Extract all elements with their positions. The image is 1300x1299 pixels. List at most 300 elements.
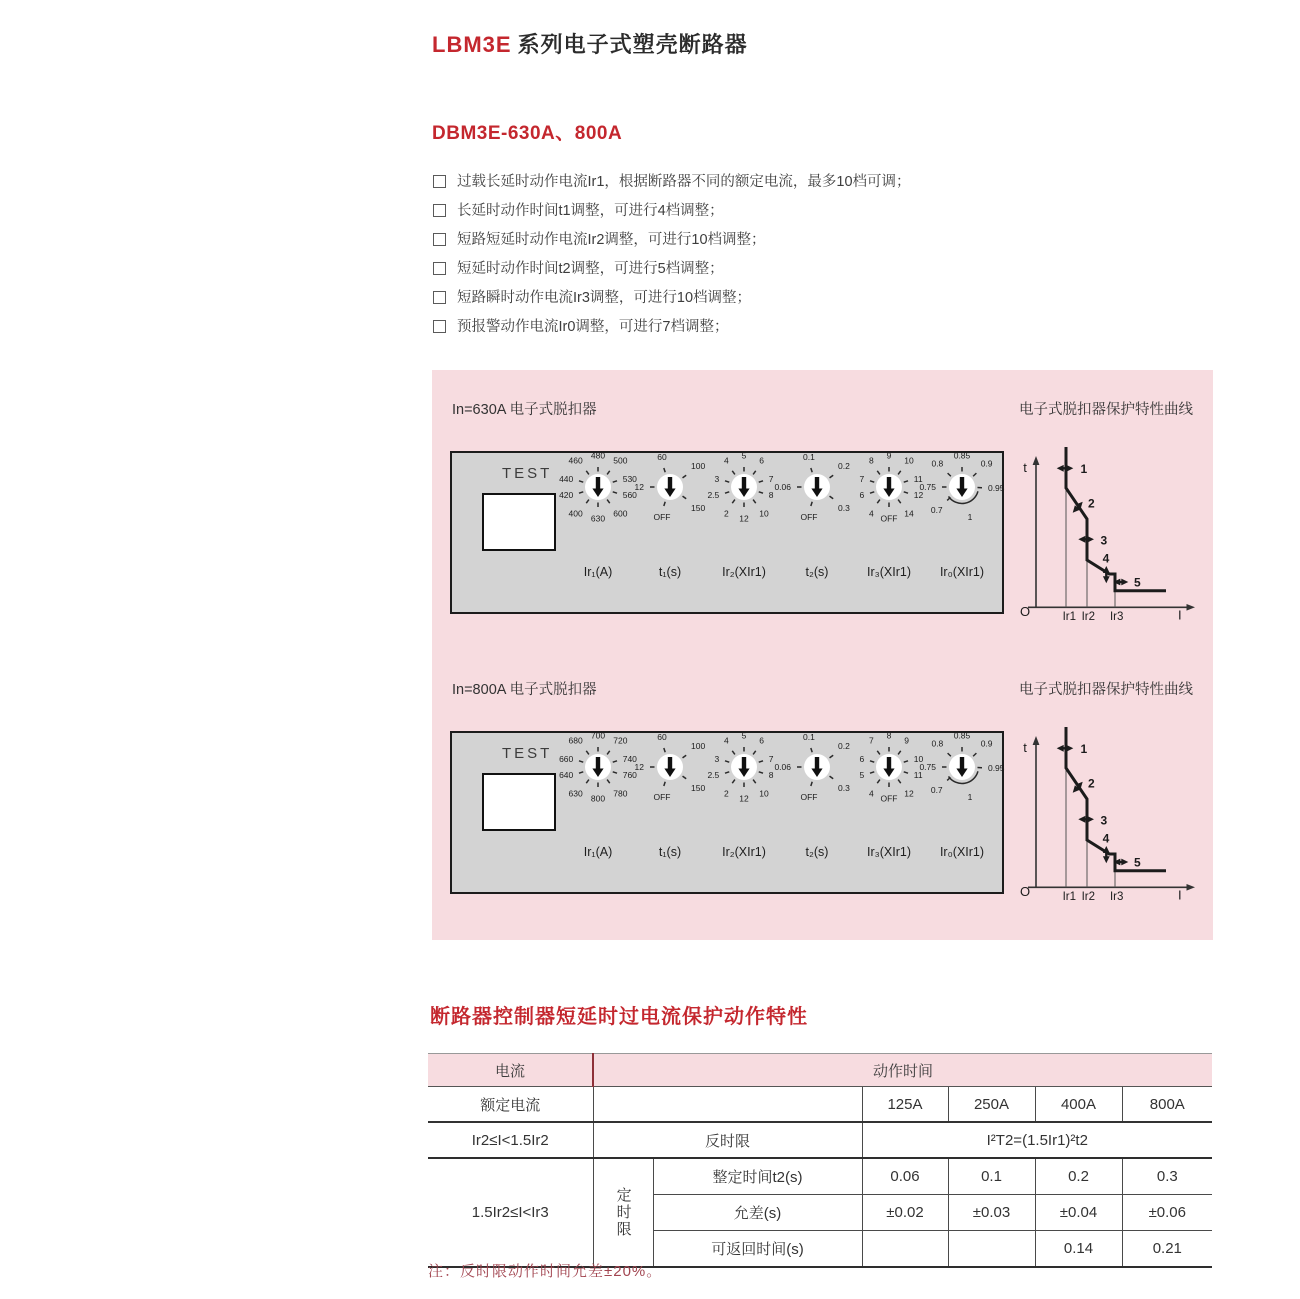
dial-svg (704, 451, 784, 527)
dial-value-label: 0.3 (838, 782, 850, 793)
dial-tick (579, 492, 583, 493)
rotary-dial (630, 451, 710, 527)
dial-tick (664, 468, 665, 472)
value-cell: ±0.06 (1122, 1195, 1212, 1231)
dial-value-label: 560 (622, 490, 637, 501)
dial-svg (919, 730, 1005, 807)
rotary-dial (630, 731, 710, 807)
dial-value-label: 780 (613, 788, 628, 799)
dial-value-label: 7 (768, 753, 774, 764)
dial-value-label: 630 (568, 788, 583, 799)
curve-marker-label: 2 (1088, 776, 1095, 791)
dial-tick (759, 481, 763, 482)
dial-value-label: 5 (859, 770, 865, 781)
dial-value-label: 6 (759, 735, 765, 746)
dial-value-label: 0.2 (838, 741, 850, 752)
rotary-dial (704, 731, 784, 807)
dial-tick (811, 468, 812, 472)
curve-marker-label: 1 (1080, 742, 1088, 756)
dial-label: t₂(s) (805, 845, 829, 859)
rated-value: 125A (862, 1087, 948, 1123)
unit-name: In=630A 电子式脱扣器 (452, 402, 597, 418)
dial-value-label: 4 (868, 788, 874, 799)
dial-value-label: 0.85 (953, 450, 971, 461)
rotary-dial (849, 731, 929, 807)
dial-tick (613, 492, 617, 493)
dial-value-label: OFF (800, 512, 818, 523)
value-cell (948, 1231, 1035, 1268)
dial-value-label: 12 (904, 788, 914, 799)
rotary-dial (558, 731, 638, 807)
dial-value-label: 2 (723, 788, 729, 799)
dial-value-label: 0.9 (980, 458, 993, 469)
dial-label: Ir₀(XIr1) (939, 565, 985, 579)
dial-tick (898, 751, 901, 755)
dial-tick (683, 755, 687, 758)
dial-tick (683, 475, 687, 478)
header-current: 电流 (428, 1054, 593, 1087)
dial-tick (811, 782, 812, 786)
dial-value-label: 5 (741, 450, 747, 461)
dial-value-label: 0.7 (930, 784, 943, 795)
curve-marker-label: 1 (1080, 462, 1088, 476)
mode-label: 反时限 (593, 1122, 862, 1158)
dial-value-label: 8 (768, 490, 774, 501)
current-range: Ir2≤I<1.5Ir2 (428, 1122, 593, 1158)
dial-tick (579, 772, 583, 773)
dial-value-label: 11 (913, 473, 923, 484)
rated-value: 250A (948, 1087, 1035, 1123)
table-header-row (428, 1054, 1212, 1087)
dial-tick (613, 481, 617, 482)
dial-tick (759, 772, 763, 773)
dial-value-label: 5 (741, 730, 747, 741)
rated-value: 800A (1122, 1087, 1212, 1123)
dial-tick (586, 780, 589, 784)
value-cell: 0.1 (948, 1158, 1035, 1195)
dial-value-label: 0.75 (919, 482, 936, 492)
dial-tick (877, 471, 880, 475)
pink-illustration-panel (432, 370, 1213, 940)
dial-value-label: 6 (759, 455, 765, 466)
dial-tick (586, 500, 589, 504)
dial-value-label: OFF (653, 512, 671, 523)
value-cell: 0.14 (1035, 1231, 1122, 1268)
y-axis-label: t (1023, 740, 1027, 755)
dial-value-label: 0.3 (838, 502, 850, 513)
dial-value-label: 600 (613, 508, 628, 519)
dial-tick (613, 772, 617, 773)
x-axis-arrow-icon (1187, 604, 1196, 611)
value-cell: 0.2 (1035, 1158, 1122, 1195)
dial-svg (704, 731, 784, 807)
dial-value-label: 10 (759, 788, 769, 799)
table-row (428, 1158, 1212, 1195)
trip-unit-630a (432, 398, 1213, 678)
dial-value-label: 3 (714, 753, 720, 764)
dial-value-label: 7 (768, 473, 774, 484)
rotary-dial (919, 450, 1005, 527)
value-cell: 0.06 (862, 1158, 948, 1195)
dial-value-label: 9 (904, 735, 910, 746)
list-item (433, 173, 911, 192)
dial-tick (725, 761, 729, 762)
dial-tick (607, 751, 610, 755)
arrowhead-icon (1087, 816, 1094, 823)
dial-value-label: 8 (768, 770, 774, 781)
dial-tick (973, 753, 976, 756)
dial-label: Ir₃(XIr1) (867, 565, 911, 579)
dial-tick (732, 500, 735, 504)
curve-marker-label: 4 (1102, 831, 1110, 846)
sub-row-label: 整定时间t2(s) (653, 1158, 862, 1195)
feature-text: 短路瞬时动作电流Ir3调整，可进行10档调整； (457, 290, 752, 306)
value-cell: ±0.03 (948, 1195, 1035, 1231)
origin-label: O (1019, 604, 1031, 619)
dial-svg (849, 731, 929, 807)
dial-value-label: 740 (622, 753, 637, 764)
dial-tick (759, 492, 763, 493)
checkbox-icon (433, 175, 446, 188)
x-axis-arrow-icon (1187, 884, 1196, 891)
dial-label: t₁(s) (658, 845, 682, 859)
dial-value-label: OFF (653, 792, 671, 803)
dial-tick (753, 780, 756, 784)
dial-value-label: OFF (880, 513, 898, 524)
dial-value-label: 400 (568, 508, 583, 519)
curve-title: 电子式脱扣器保护特性曲线 (1019, 682, 1193, 698)
page-title (432, 28, 748, 59)
arrowhead-icon (1078, 816, 1085, 823)
dial-svg (919, 450, 1005, 527)
value-cell: 0.21 (1122, 1231, 1212, 1268)
dial-value-label: 0.1 (803, 731, 815, 742)
dial-tick (586, 471, 589, 475)
dial-label: t₁(s) (658, 565, 682, 579)
empty-cell (593, 1087, 862, 1123)
dial-value-label: 8 (868, 455, 874, 466)
curve-marker-label: 2 (1088, 496, 1095, 511)
dial-tick (683, 496, 687, 499)
dial-value-label: 0.95 (987, 762, 1005, 773)
checkbox-icon (433, 233, 446, 246)
origin-label: O (1019, 884, 1031, 899)
checkbox-icon (433, 320, 446, 333)
dial-tick (753, 471, 756, 475)
curve-svg (1018, 726, 1200, 906)
series-brand: LBM3E (432, 32, 512, 57)
dial-value-label: 530 (622, 473, 637, 484)
dial-tick (948, 473, 951, 476)
dial-tick (613, 761, 617, 762)
dial-tick (683, 776, 687, 779)
dial-value-label: 800 (590, 793, 606, 804)
arrowhead-icon (1066, 745, 1073, 752)
dial-tick (830, 496, 834, 499)
dial-value-label: OFF (800, 792, 818, 803)
rated-current-label: 额定电流 (480, 1096, 541, 1114)
value-cell: ±0.02 (862, 1195, 948, 1231)
dial-value-label: 0.95 (987, 482, 1005, 493)
dial-value-label: 60 (657, 451, 667, 462)
mode-label: 定时限 (593, 1158, 653, 1267)
arrowhead-icon (1066, 465, 1073, 472)
dial-value-label: 660 (559, 753, 574, 764)
value-cell: 0.3 (1122, 1158, 1212, 1195)
dial-value-label: 8 (886, 730, 892, 741)
feature-text: 长延时动作时间t1调整，可进行4档调整； (457, 203, 724, 219)
test-window (482, 773, 556, 831)
checkbox-icon (433, 262, 446, 275)
dial-tick (870, 481, 874, 482)
series-title-rest: 系列电子式塑壳断路器 (517, 32, 748, 57)
curve-svg (1018, 446, 1200, 626)
arrowhead-icon (1078, 536, 1085, 543)
dial-value-label: 680 (568, 735, 583, 746)
arrowhead-icon (1087, 536, 1094, 543)
dial-tick (904, 481, 908, 482)
dial-value-label: 2.5 (707, 490, 720, 501)
dial-tick (579, 761, 583, 762)
dial-value-label: 630 (590, 513, 606, 524)
dial-value-label: 12 (913, 490, 924, 501)
x-tick-label: Ir1 (1062, 611, 1077, 623)
current-range: 1.5Ir2≤I<Ir3 (428, 1158, 593, 1267)
x-tick-label: Ir3 (1109, 611, 1124, 623)
dial-value-label: 4 (723, 455, 729, 466)
x-axis-label: I (1178, 887, 1182, 903)
dial-value-label: 7 (859, 473, 865, 484)
dial-svg (558, 731, 638, 807)
dial-value-label: 12 (634, 762, 644, 772)
dial-value-label: 700 (590, 730, 606, 741)
dial-tick (877, 780, 880, 784)
dial-tick (904, 772, 908, 773)
dial-tick (877, 500, 880, 504)
curve-title: 电子式脱扣器保护特性曲线 (1019, 402, 1193, 418)
list-item (433, 260, 911, 279)
dial-value-label: 12 (739, 513, 749, 524)
spec-heading: 断路器控制器短延时过电流保护动作特性 (430, 1006, 808, 1028)
y-axis-arrow-icon (1033, 456, 1040, 465)
dial-tick (607, 471, 610, 475)
dial-value-label: 12 (739, 793, 749, 804)
list-item (433, 289, 911, 308)
dial-svg (630, 451, 710, 527)
dial-value-label: 460 (568, 455, 583, 466)
dial-tick (811, 502, 812, 506)
dial-tick (877, 751, 880, 755)
value-cell: ±0.04 (1035, 1195, 1122, 1231)
feature-text: 短路短延时动作电流Ir2调整，可进行10档调整； (457, 232, 766, 248)
formula-cell: I²T2=(1.5Ir1)²t2 (862, 1122, 1212, 1158)
dial-value-label: 0.8 (931, 458, 944, 469)
arrowhead-icon (1121, 579, 1128, 586)
dial-tick (830, 776, 834, 779)
dial-tick (664, 502, 665, 506)
dial-value-label: 500 (613, 455, 628, 466)
table-row (428, 1122, 1212, 1158)
arrowhead-icon (1103, 856, 1110, 863)
dial-value-label: 4 (723, 735, 729, 746)
list-item (433, 318, 911, 337)
dial-label: t₂(s) (805, 565, 829, 579)
dial-tick (898, 780, 901, 784)
list-item (433, 231, 911, 250)
dial-value-label: 150 (691, 782, 706, 793)
model-subtitle: DBM3E-630A、800A (432, 123, 623, 144)
dial-tick (753, 751, 756, 755)
dial-tick (830, 755, 834, 758)
dial-value-label: 2 (723, 508, 729, 519)
dial-value-label: 6 (859, 753, 865, 764)
dial-value-label: 9 (886, 450, 892, 461)
arrowhead-icon (1103, 576, 1110, 583)
test-window (482, 493, 556, 551)
dial-tick (973, 473, 976, 476)
dial-value-label: 3 (714, 473, 720, 484)
dial-tick (759, 761, 763, 762)
protection-curve-diagram (1018, 726, 1200, 906)
value-cell (862, 1231, 948, 1268)
dial-tick (870, 492, 874, 493)
dial-tick (607, 780, 610, 784)
dial-tick (811, 748, 812, 752)
feature-list (433, 173, 911, 337)
dial-svg (630, 731, 710, 807)
dial-value-label: 10 (913, 753, 924, 764)
dial-value-label: 4 (868, 508, 874, 519)
dial-tick (904, 492, 908, 493)
dial-svg (849, 451, 929, 527)
x-tick-label: Ir2 (1081, 611, 1096, 623)
dial-value-label: 0.7 (930, 504, 943, 515)
dial-tick (898, 500, 901, 504)
test-label: TEST (502, 745, 553, 762)
x-tick-label: Ir2 (1081, 891, 1096, 903)
dial-value-label: 0.85 (953, 730, 971, 741)
dial-label: Ir₁(A) (583, 845, 613, 859)
dial-value-label: 0.06 (774, 762, 791, 772)
dial-value-label: 10 (759, 508, 769, 519)
dial-svg (774, 451, 857, 527)
arrowhead-icon (1057, 465, 1064, 472)
dial-tick (904, 761, 908, 762)
dial-tick (870, 772, 874, 773)
x-tick-label: Ir3 (1109, 891, 1124, 903)
dial-value-label: 420 (559, 490, 574, 501)
rotary-dial (704, 451, 784, 527)
dial-value-label: 760 (622, 770, 637, 781)
dial-tick (664, 748, 665, 752)
dial-value-label: 1 (967, 792, 973, 803)
dial-value-label: 720 (613, 735, 628, 746)
dial-tick (732, 780, 735, 784)
dial-label: Ir₃(XIr1) (867, 845, 911, 859)
dial-tick (870, 761, 874, 762)
rotary-dial (558, 451, 638, 527)
curve-marker-label: 5 (1134, 575, 1141, 590)
dial-value-label: 100 (691, 741, 706, 752)
rated-value: 400A (1035, 1087, 1122, 1123)
trip-unit-faceplate (450, 731, 1004, 894)
sub-row-label: 可返回时间(s) (653, 1231, 862, 1268)
dial-value-label: 0.8 (931, 738, 944, 749)
checkbox-icon (433, 291, 446, 304)
dial-label: Ir₂(XIr1) (722, 845, 766, 859)
curve-marker-label: 5 (1134, 855, 1141, 870)
dial-tick (725, 481, 729, 482)
dial-value-label: 12 (634, 482, 644, 492)
dial-value-label: 0.2 (838, 461, 850, 472)
dial-tick (607, 500, 610, 504)
dial-value-label: 0.9 (980, 738, 993, 749)
dial-value-label: 150 (691, 502, 706, 513)
x-axis-label: I (1178, 607, 1182, 623)
rotary-dial (774, 451, 857, 527)
dial-svg (774, 731, 857, 807)
dial-value-label: 11 (913, 770, 923, 781)
dial-value-label: 440 (559, 473, 574, 484)
dial-tick (830, 475, 834, 478)
spec-table (428, 1053, 1212, 1268)
dial-value-label: 6 (859, 490, 865, 501)
footnote: 注：反时限动作时间允差±20%。 (428, 1263, 663, 1280)
dial-tick (664, 782, 665, 786)
dial-tick (725, 772, 729, 773)
dial-value-label: 100 (691, 461, 706, 472)
arrowhead-icon (1057, 745, 1064, 752)
curve-marker-label: 4 (1102, 551, 1110, 566)
feature-text: 短延时动作时间t2调整，可进行5档调整； (457, 261, 724, 277)
curve-marker-label: 3 (1100, 813, 1108, 828)
dial-value-label: 2.5 (707, 770, 720, 781)
sub-row-label: 允差(s) (653, 1195, 862, 1231)
dial-tick (725, 492, 729, 493)
dial-value-label: 0.1 (803, 451, 815, 462)
dial-value-label: 0.75 (919, 762, 936, 772)
dial-label: Ir₂(XIr1) (722, 565, 766, 579)
dial-tick (753, 500, 756, 504)
trip-unit-800a (432, 678, 1213, 958)
rotary-dial (919, 730, 1005, 807)
dial-svg (558, 451, 638, 527)
dial-value-label: 1 (967, 512, 973, 523)
list-item (433, 202, 911, 221)
dial-value-label: 0.06 (774, 482, 791, 492)
dial-tick (948, 753, 951, 756)
header-action-time: 动作时间 (593, 1054, 1212, 1087)
dial-value-label: OFF (880, 793, 898, 804)
dial-tick (586, 751, 589, 755)
test-label: TEST (502, 465, 553, 482)
x-tick-label: Ir1 (1062, 891, 1077, 903)
dial-label: Ir₁(A) (583, 565, 613, 579)
protection-curve-diagram (1018, 446, 1200, 626)
dial-value-label: 60 (657, 731, 667, 742)
arrowhead-icon (1121, 859, 1128, 866)
checkbox-icon (433, 204, 446, 217)
y-axis-arrow-icon (1033, 736, 1040, 745)
curve-marker-label: 3 (1100, 533, 1108, 548)
dial-value-label: 10 (904, 455, 914, 466)
dial-value-label: 480 (590, 450, 606, 461)
y-axis-label: t (1023, 460, 1027, 475)
trip-unit-faceplate (450, 451, 1004, 614)
dial-value-label: 14 (904, 508, 914, 519)
dial-label: Ir₀(XIr1) (939, 845, 985, 859)
dial-value-label: 7 (868, 735, 874, 746)
